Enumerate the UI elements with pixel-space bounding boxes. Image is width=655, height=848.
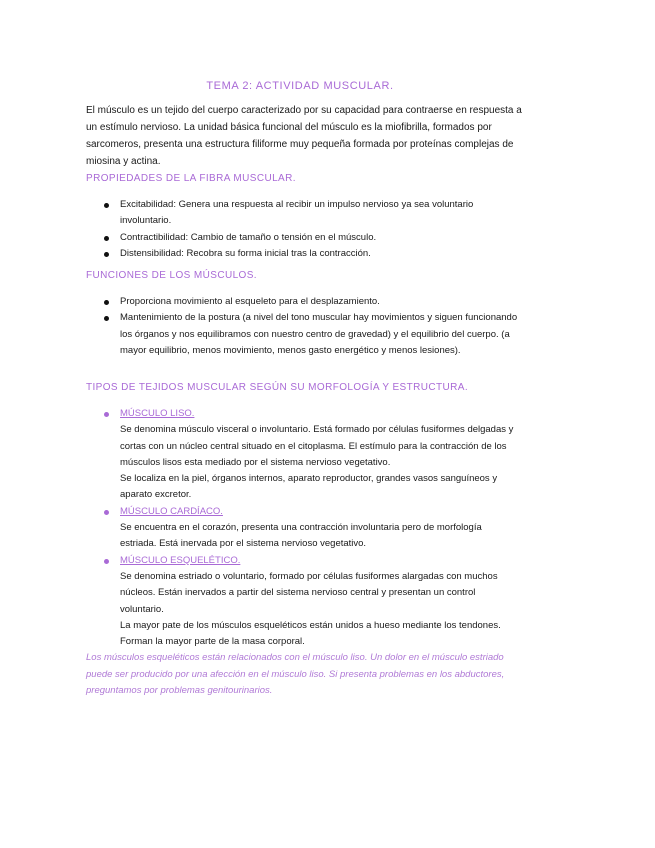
list-item: Contractibilidad: Cambio de tamaño o tensión en el músculo. [100,230,520,246]
document-title: TEMA 2: ACTIVIDAD MUSCULAR. [206,80,394,92]
skeletal-muscle-description: Se denomina estriado o voluntario, formado por células fusiformes alargadas con muchos núcleos. Están inervados a partir del sistema nervioso central y presentan un control voluntario. [120,570,498,615]
smooth-muscle-title: MÚSCULO LISO. [120,408,195,419]
clinical-note: Los músculos esqueléticos están relacionados con el músculo liso. Un dolor en el músculo estriado puede ser producido por una afección en el músculo liso. Si presenta problemas en los abductores, preguntamos por problemas genitourinarios. [86,652,505,696]
list-item-smooth-muscle [100,406,520,504]
list-item: Proporciona movimiento al esqueleto para el desplazamiento. [100,294,520,310]
skeletal-muscle-title: MÚSCULO ESQUELÉTICO. [120,554,241,566]
list-item-cardiac-muscle [100,504,520,553]
cardiac-muscle-title: MÚSCULO CARDÍACO. [120,505,223,517]
functions-list [100,294,520,359]
title-container [0,76,600,94]
tissue-types-list [100,406,520,650]
heading-properties: PROPIEDADES DE LA FIBRA MUSCULAR. [86,173,296,184]
list-item: Excitabilidad: Genera una respuesta al recibir un impulso nervioso ya sea voluntario involuntario. [100,197,520,230]
skeletal-muscle-attachment: La mayor pate de los músculos esqueléticos están unidos a hueso mediante los tendones. Forman la mayor parte de la masa corporal. [120,619,501,648]
smooth-muscle-description: Se denomina músculo visceral o involuntario. Está formado por células fusiformes delgadas y cortas con un núcleo central situado en el citoplasma. El estímulo para la contracción de los músculos lisos esta mediado por el sistema nervioso vegetativo. [120,424,514,468]
smooth-muscle-location: Se localiza en la piel, órganos internos, aparato reproductor, grandes vasos sanguíneos y aparato excretor. [120,473,498,501]
cardiac-muscle-description: Se encuentra en el corazón, presenta una contracción involuntaria pero de morfología estriada. Está inervada por el sistema nervioso vegetativo. [120,522,482,550]
list-item: Mantenimiento de la postura (a nivel del tono muscular hay movimientos y siguen funcionando los órganos y nos equilibramos con nuestro centro de gravedad) y el equilibrio del cuerpo. (a mayor equilibrio, menos movimiento, menos gasto energético y menos lesiones). [100,310,520,359]
list-item: Distensibilidad: Recobra su forma inicial tras la contracción. [100,246,520,262]
heading-functions: FUNCIONES DE LOS MÚSCULOS. [86,270,257,281]
intro-paragraph: El músculo es un tejido del cuerpo caracterizado por su capacidad para contraerse en respuesta a un estímulo nervioso. La unidad básica funcional del músculo es la miofibrilla, formados por sarcomeros, presenta una estructura filiforme muy pequeña formada por proteínas complejas de miosina y actina. [86,105,522,167]
properties-list [100,197,520,262]
heading-tissue-types: TIPOS DE TEJIDOS MUSCULAR SEGÚN SU MORFOLOGÍA Y ESTRUCTURA. [86,382,468,393]
list-item-skeletal-muscle [100,553,520,651]
